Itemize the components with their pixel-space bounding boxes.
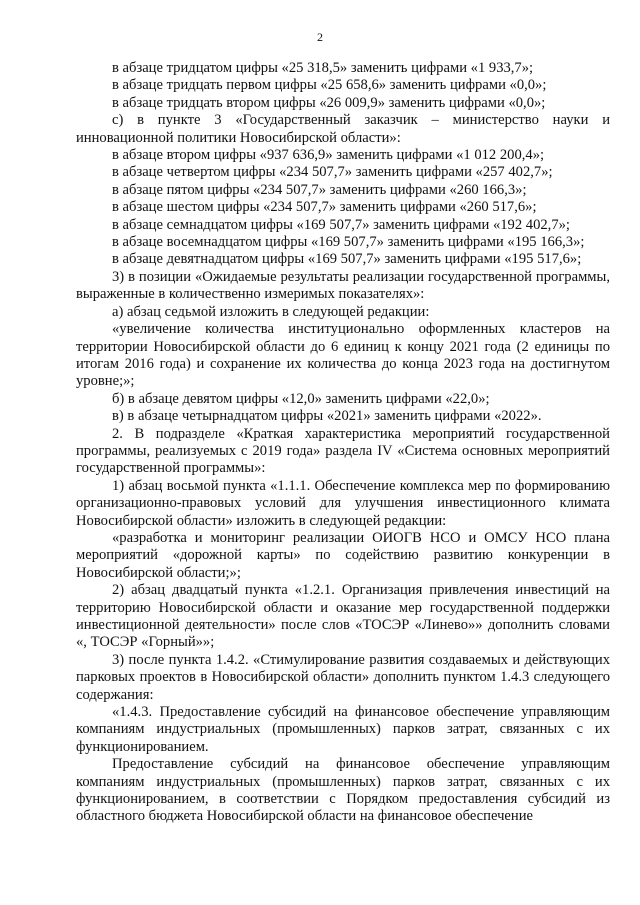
paragraph: 3) в позиции «Ожидаемые результаты реализации государственной программы, выраженные в количественно измеримых показателях»: — [76, 268, 610, 303]
paragraph: в абзаце восемнадцатом цифры «169 507,7» заменить цифрами «195 166,3»; — [112, 234, 585, 251]
paragraph: б) в абзаце девятом цифры «12,0» заменить цифрами «22,0»; — [112, 390, 490, 407]
paragraph: 2) абзац двадцатый пункта «1.2.1. Организация привлечения инвестиций на территорию Новосибирской области и оказание мер государственной поддержки инвестиционной деятельности» после слов «ТОСЭР «Линево»» дополнить словами «, ТОСЭР «Горный»»; — [76, 582, 610, 651]
paragraph: в абзаце шестом цифры «234 507,7» заменить цифрами «260 517,6»; — [112, 199, 537, 216]
paragraph: в абзаце пятом цифры «234 507,7» заменить цифрами «260 166,3»; — [112, 181, 527, 198]
paragraph: с) в пункте 3 «Государственный заказчик – министерство науки и инновационной политики Новосибирской области»: — [76, 112, 610, 146]
paragraph: в абзаце семнадцатом цифры «169 507,7» заменить цифрами «192 402,7»; — [112, 216, 570, 233]
paragraph: а) абзац седьмой изложить в следующей редакции: — [112, 303, 430, 320]
paragraph: 2. В подразделе «Краткая характеристика мероприятий государственной программы, реализуемых с 2019 года» раздела IV «Система основных мероприятий государственной программы»: — [76, 425, 610, 477]
paragraph: 1) абзац восьмой пункта «1.1.1. Обеспечение комплекса мер по формированию организационно-правовых условий для улучшения инвестиционного климата Новосибирской области» изложить в следующей редакции: — [76, 477, 610, 529]
paragraph: в абзаце втором цифры «937 636,9» заменить цифрами «1 012 200,4»; — [112, 147, 545, 164]
paragraph: в абзаце тридцать втором цифры «26 009,9» заменить цифрами «0,0»; — [112, 94, 546, 111]
paragraph: «1.4.3. Предоставление субсидий на финансовое обеспечение управляющим компаниям индустриальных (промышленных) парков затрат, связанных с их функционированием. — [76, 704, 610, 755]
paragraph: «увеличение количества институционально оформленных кластеров на территории Новосибирской области до 6 единиц к концу 2021 года (2 единицы по итогам 2016 года) и сохранение их количества до конца 2023 года на достигнутом уровне;»; — [76, 321, 610, 390]
paragraph: «разработка и мониторинг реализации ОИОГВ НСО и ОМСУ НСО плана мероприятий «дорожной карты» по содействию развитию конкуренции в Новосибирской области;»; — [76, 529, 610, 581]
paragraph: в абзаце девятнадцатом цифры «169 507,7» заменить цифрами «195 517,6»; — [112, 251, 582, 268]
document-body — [76, 60, 610, 826]
page-number: 2 — [317, 30, 323, 44]
paragraph: в абзаце тридцатом цифры «25 318,5» заменить цифрами «1 933,7»; — [112, 60, 534, 76]
paragraph: 3) после пункта 1.4.2. «Стимулирование развития создаваемых и действующих парковых проектов в Новосибирской области» дополнить пунктом 1.4.3 следующего содержания: — [76, 651, 610, 703]
paragraph: Предоставление субсидий на финансовое обеспечение управляющим компаниям индустриальных (промышленных) парков затрат, связанных с их функционированием, в соответствии с Порядком предоставления субсидий из областного бюджета Новосибирской области на финансовое обеспечение — [76, 756, 610, 825]
paragraph: в абзаце четвертом цифры «234 507,7» заменить цифрами «257 402,7»; — [112, 164, 553, 181]
paragraph: в абзаце тридцать первом цифры «25 658,6» заменить цифрами «0,0»; — [112, 77, 547, 94]
paragraph: в) в абзаце четырнадцатом цифры «2021» заменить цифрами «2022». — [112, 408, 542, 425]
